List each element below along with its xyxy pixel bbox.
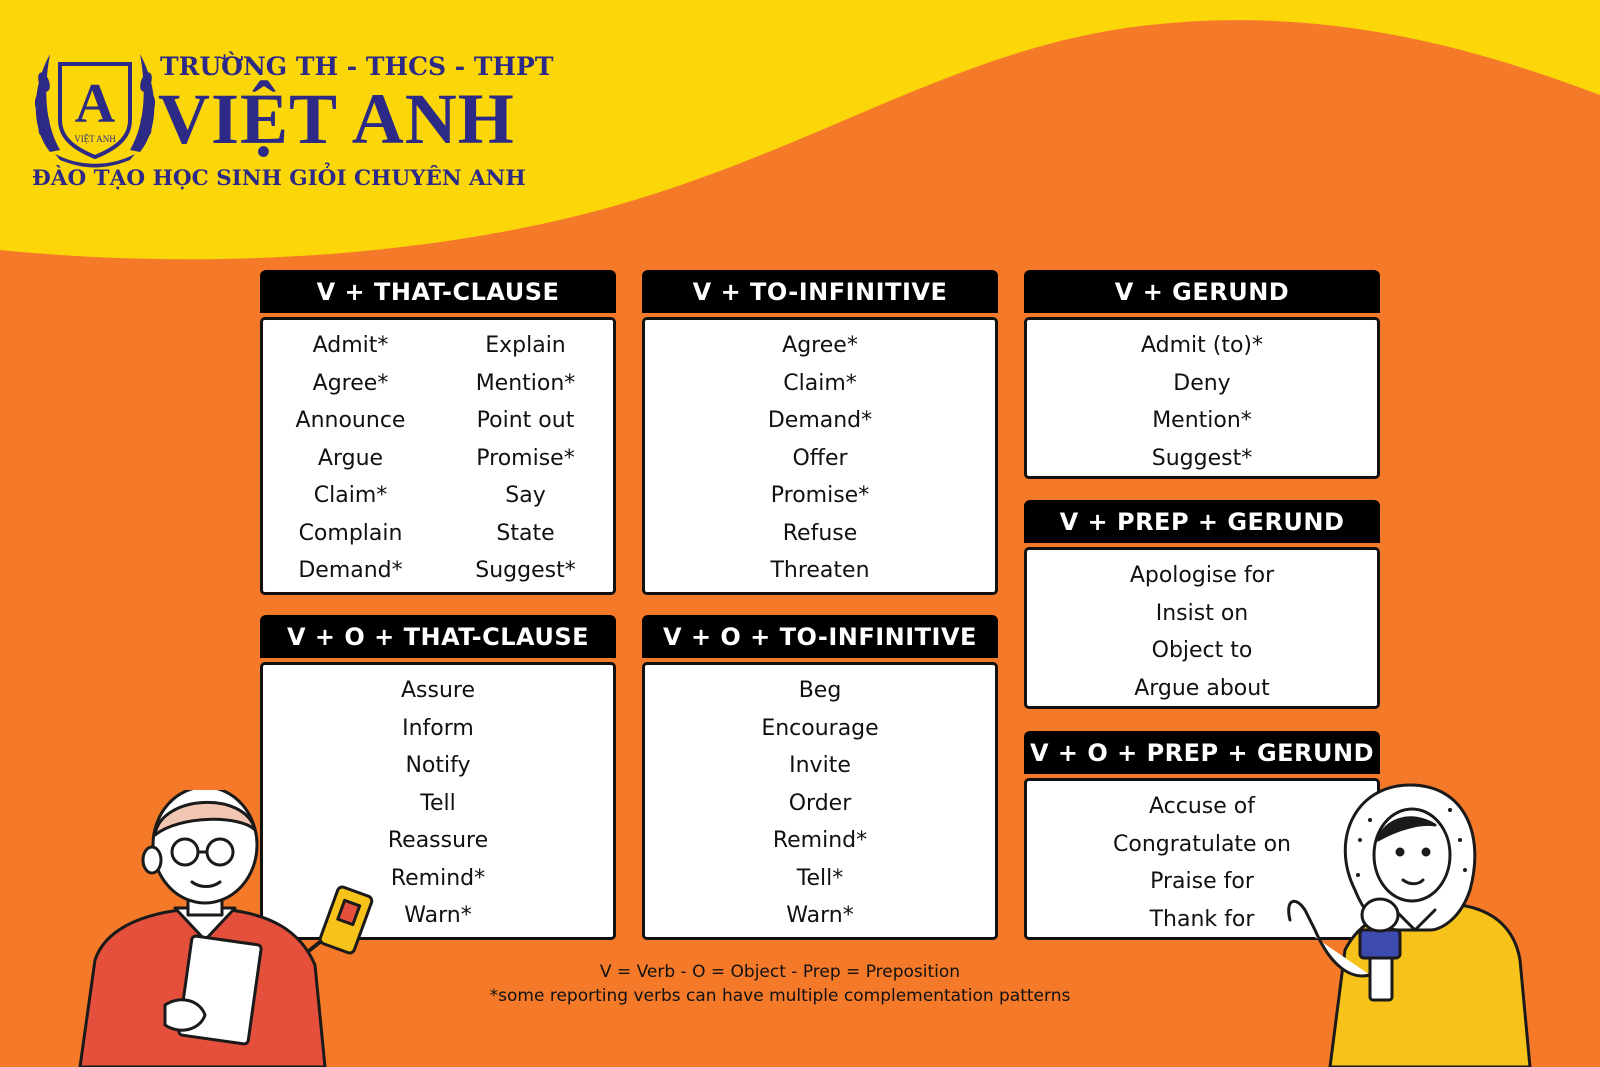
box-to-infinitive	[642, 270, 998, 595]
box-prep-gerund	[1024, 500, 1380, 709]
verb-item: State	[496, 520, 555, 546]
school-name: VIỆT ANH	[158, 79, 515, 159]
box-title: V + GERUND	[1024, 270, 1380, 313]
box-title: V + O + THAT-CLAUSE	[260, 615, 616, 658]
school-tagline: ĐÀO TẠO HỌC SINH GIỎI CHUYÊN ANH	[32, 166, 526, 191]
emblem-letter: A	[74, 73, 116, 135]
verb-item: Promise*	[770, 483, 870, 508]
verb-item: Reassure	[387, 828, 489, 853]
woman-character-illustration	[1260, 780, 1560, 1067]
verb-item: Praise for	[1150, 869, 1254, 894]
verb-item: Offer	[792, 445, 848, 471]
box-o-to-infinitive	[642, 615, 998, 940]
verb-item: Suggest*	[475, 558, 576, 583]
legend-abbreviations: V = Verb - O = Object - Prep = Preposition	[599, 962, 961, 982]
verb-item: Demand*	[298, 558, 403, 583]
box-body	[642, 317, 998, 595]
verb-item: Insist on	[1155, 600, 1249, 626]
box-body	[1024, 317, 1380, 479]
verb-item: Suggest*	[1151, 445, 1253, 471]
verb-list-right	[438, 327, 613, 592]
verb-item: Remind*	[772, 828, 868, 853]
verb-item: Claim*	[313, 483, 388, 508]
box-title: V + O + TO-INFINITIVE	[642, 615, 998, 658]
box-body	[260, 317, 616, 595]
verb-item: Deny	[1173, 370, 1231, 396]
verb-list	[645, 327, 995, 590]
box-title: V + PREP + GERUND	[1024, 500, 1380, 543]
verb-item: Assure	[400, 678, 475, 703]
verb-item: Notify	[405, 753, 471, 778]
verb-item: Apologise for	[1129, 563, 1275, 588]
verb-item: Tell	[420, 790, 456, 816]
school-logo	[30, 38, 554, 208]
box-that-clause	[260, 270, 616, 595]
verb-item: Inform	[402, 715, 474, 741]
box-gerund	[1024, 270, 1380, 479]
verb-item: Argue about	[1134, 675, 1270, 701]
verb-item: Mention*	[475, 370, 576, 396]
verb-list	[645, 672, 995, 935]
verb-item: Claim*	[783, 370, 857, 396]
verb-item: Encourage	[761, 715, 879, 741]
box-title: V + O + PREP + GERUND	[1024, 731, 1380, 774]
verb-item: Tell*	[796, 865, 844, 891]
verb-item: Say	[505, 483, 546, 508]
verb-item: Accuse of	[1149, 794, 1255, 819]
verb-item: Explain	[485, 333, 566, 358]
verb-list	[1027, 327, 1377, 477]
verb-item: Warn*	[786, 903, 854, 928]
verb-item: Point out	[476, 408, 575, 433]
legend-footnote: *some reporting verbs can have multiple complementation patterns	[489, 986, 1071, 1006]
verb-item: Announce	[295, 408, 406, 433]
verb-item: Thank for	[1149, 906, 1255, 932]
man-character-illustration	[70, 790, 390, 1067]
verb-item: Argue	[317, 445, 384, 471]
verb-item: Threaten	[770, 558, 870, 583]
verb-item: Admit*	[312, 333, 389, 358]
verb-item: Remind*	[390, 865, 486, 891]
school-levels: TRƯỜNG TH - THCS - THPT	[160, 52, 554, 81]
verb-item: Agree*	[312, 370, 389, 396]
verb-item: Beg	[798, 678, 842, 703]
verb-item: Complain	[298, 520, 403, 546]
box-title: V + TO-INFINITIVE	[642, 270, 998, 313]
verb-item: Warn*	[404, 903, 472, 928]
verb-item: Object to	[1151, 638, 1253, 663]
box-body	[642, 662, 998, 940]
laurel-emblem-icon	[30, 42, 160, 172]
box-title: V + THAT-CLAUSE	[260, 270, 616, 313]
box-body	[1024, 547, 1380, 709]
verb-item: Order	[788, 790, 852, 816]
verb-list	[1027, 557, 1377, 707]
verb-item: Invite	[789, 753, 851, 778]
verb-item: Refuse	[782, 520, 858, 546]
verb-item: Admit (to)*	[1140, 333, 1264, 358]
verb-item: Mention*	[1152, 408, 1252, 433]
verb-item: Promise*	[476, 445, 575, 471]
verb-item: Demand*	[767, 408, 873, 433]
emblem-label: VIỆT ANH	[74, 134, 116, 144]
verb-item: Agree*	[782, 333, 858, 358]
verb-list-left	[263, 327, 438, 592]
verb-item: Congratulate on	[1113, 831, 1291, 857]
